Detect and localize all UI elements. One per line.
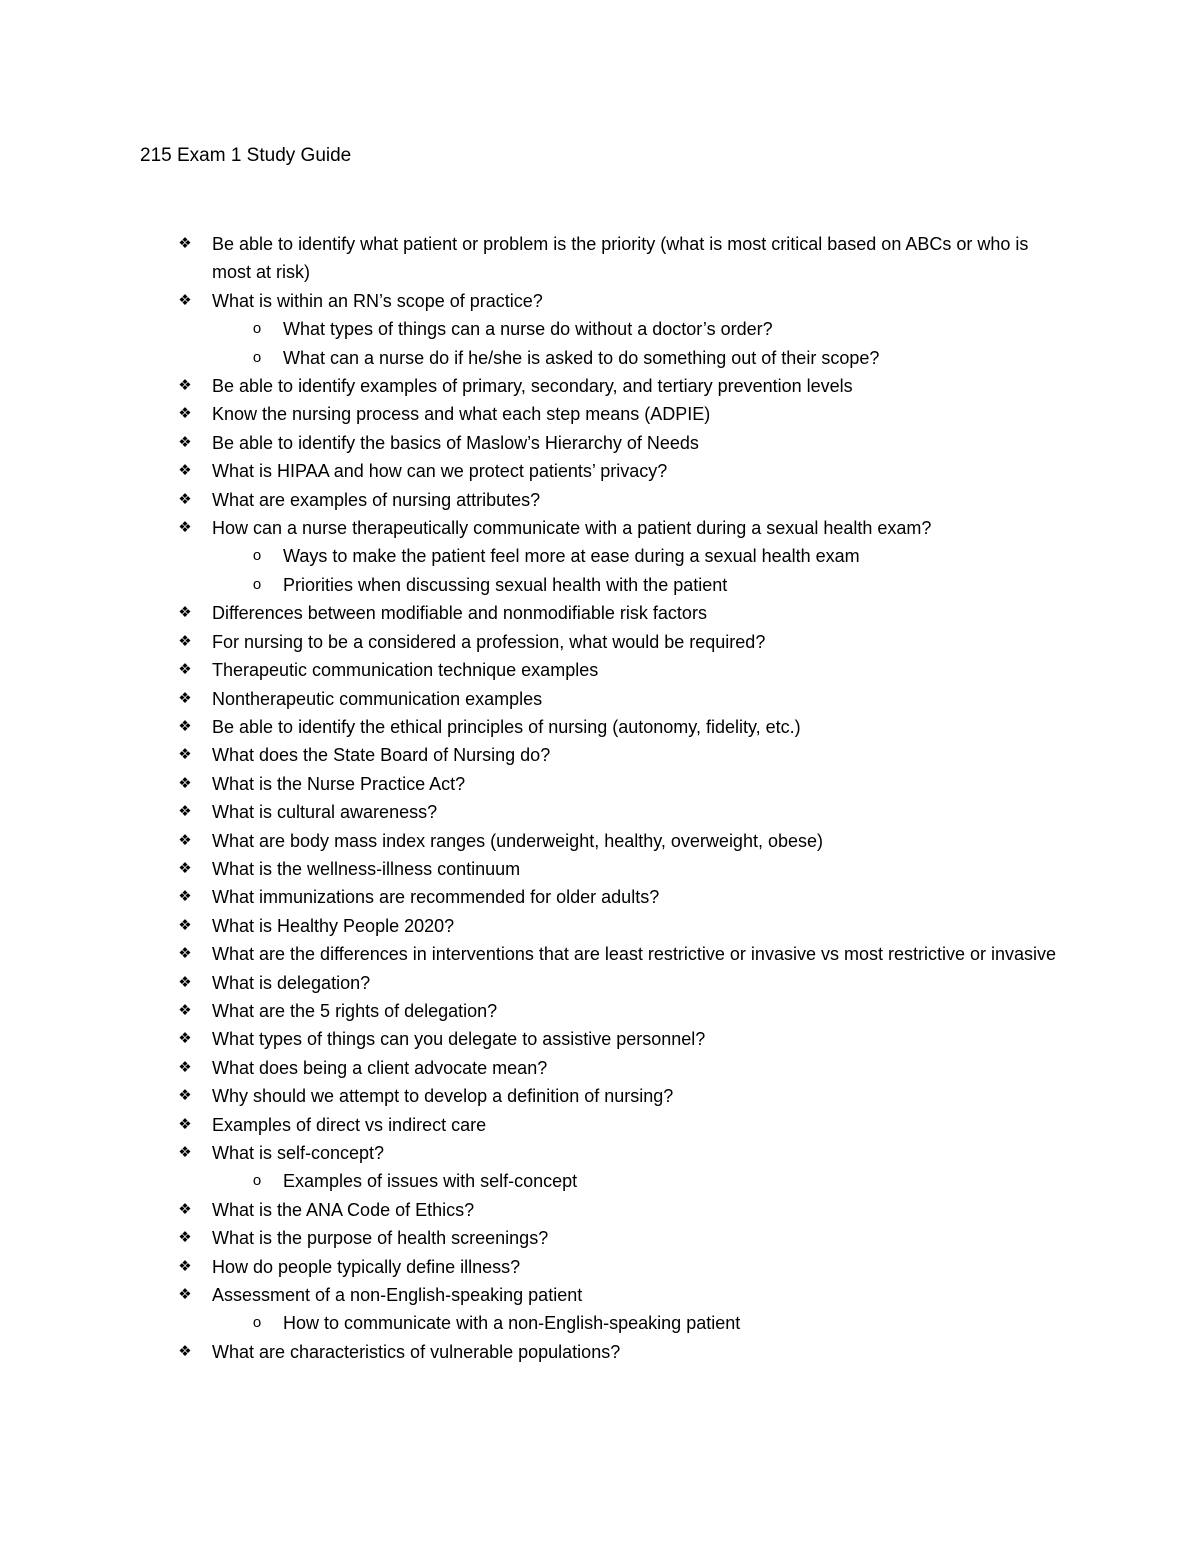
- diamond-bullet-icon: ❖: [178, 1144, 192, 1161]
- list-item-text: What does the State Board of Nursing do?: [212, 745, 551, 766]
- diamond-bullet-icon: ❖: [178, 1030, 192, 1048]
- list-item-text: How to communicate with a non-English-speaking patient: [283, 1313, 741, 1334]
- diamond-bullet-icon: ❖: [178, 632, 192, 650]
- list-item-text: What does being a client advocate mean?: [212, 1057, 548, 1078]
- diamond-bullet-icon: ❖: [178, 291, 192, 309]
- sub-bullet-icon: o: [252, 547, 262, 565]
- diamond-bullet-icon: ❖: [178, 235, 192, 252]
- list-item-text: How do people typically define illness?: [212, 1256, 521, 1277]
- diamond-bullet-icon: ❖: [178, 1286, 192, 1304]
- list-item-text: Know the nursing process and what each step means (ADPIE): [212, 404, 711, 425]
- diamond-bullet-icon: ❖: [178, 1200, 192, 1218]
- diamond-bullet-icon: ❖: [178, 519, 192, 537]
- list-item-text: Nontherapeutic communication examples: [212, 688, 543, 709]
- list-item: [0, 486, 1072, 514]
- diamond-bullet-icon: ❖: [178, 1001, 192, 1019]
- sub-list-item: [0, 542, 1083, 570]
- list-item: [0, 798, 1072, 826]
- diamond-bullet-icon: ❖: [178, 859, 192, 877]
- diamond-bullet-icon: ❖: [178, 746, 192, 764]
- list-item: [0, 713, 1072, 741]
- list-item: [0, 457, 1072, 485]
- list-item: [0, 628, 1072, 656]
- list-item-text: Be able to identify what patient or problem is the priority (what is most critical based on ABCs or who is most at risk): [212, 234, 1029, 283]
- diamond-bullet-icon: ❖: [178, 1257, 192, 1275]
- list-item-text: Why should we attempt to develop a definition of nursing?: [212, 1086, 674, 1107]
- list-item: [0, 230, 1072, 287]
- list-item: [0, 827, 1072, 855]
- sub-list-item: [0, 1309, 1083, 1337]
- page-title: 215 Exam 1 Study Guide: [140, 145, 352, 166]
- list-item-text: What are examples of nursing attributes?: [212, 489, 541, 510]
- list-item: [0, 599, 1072, 627]
- list-item-text: What are the differences in interventions that are least restrictive or invasive vs most restrictive or invasive: [212, 944, 1057, 965]
- list-item-text: What is Healthy People 2020?: [212, 915, 455, 936]
- list-item-text: What is the Nurse Practice Act?: [212, 773, 466, 794]
- sub-list-item: [0, 315, 1083, 343]
- list-item-text: What immunizations are recommended for older adults?: [212, 887, 660, 908]
- list-item-text: What types of things can you delegate to assistive personnel?: [212, 1029, 706, 1050]
- list-item: [0, 1111, 1072, 1139]
- sub-list-item: [0, 1167, 1083, 1195]
- list-item-text: How can a nurse therapeutically communicate with a patient during a sexual health exam?: [212, 518, 932, 539]
- diamond-bullet-icon: ❖: [178, 1115, 192, 1133]
- list-item-text: Differences between modifiable and nonmodifiable risk factors: [212, 603, 707, 624]
- list-item-text: What is within an RN’s scope of practice?: [212, 290, 543, 311]
- diamond-bullet-icon: ❖: [178, 717, 192, 735]
- diamond-bullet-icon: ❖: [178, 1087, 192, 1105]
- list-item: [0, 855, 1072, 883]
- list-item: [0, 1338, 1072, 1366]
- list-item: [0, 940, 1072, 968]
- diamond-bullet-icon: ❖: [178, 661, 192, 679]
- list-item-text: What is the purpose of health screenings?: [212, 1228, 549, 1249]
- list-item: [0, 372, 1072, 400]
- sub-bullet-icon: o: [252, 348, 262, 366]
- diamond-bullet-icon: ❖: [178, 973, 192, 991]
- diamond-bullet-icon: ❖: [178, 433, 192, 451]
- list-item-text: Examples of direct vs indirect care: [212, 1114, 487, 1135]
- list-item: [0, 912, 1072, 940]
- list-item-text: What are characteristics of vulnerable populations?: [212, 1341, 621, 1362]
- diamond-bullet-icon: ❖: [178, 462, 192, 480]
- diamond-bullet-icon: ❖: [178, 1229, 192, 1247]
- diamond-bullet-icon: ❖: [178, 405, 192, 423]
- list-item: [0, 741, 1072, 769]
- study-question-list: [0, 230, 1200, 1366]
- sub-bullet-icon: o: [252, 320, 262, 338]
- diamond-bullet-icon: ❖: [178, 916, 192, 934]
- diamond-bullet-icon: ❖: [178, 803, 192, 821]
- diamond-bullet-icon: ❖: [178, 490, 192, 508]
- sub-bullet-icon: o: [252, 575, 262, 593]
- list-item: [0, 770, 1072, 798]
- list-item: [0, 400, 1072, 428]
- list-item-text: What is HIPAA and how can we protect patients’ privacy?: [212, 461, 668, 482]
- list-item: [0, 1224, 1072, 1252]
- list-item-text: What is the ANA Code of Ethics?: [212, 1199, 475, 1220]
- diamond-bullet-icon: ❖: [178, 774, 192, 792]
- diamond-bullet-icon: ❖: [178, 888, 192, 906]
- diamond-bullet-icon: ❖: [178, 831, 192, 849]
- list-item-text: What is cultural awareness?: [212, 802, 438, 823]
- list-item-text: What types of things can a nurse do without a doctor’s order?: [283, 319, 773, 340]
- list-item: [0, 1281, 1072, 1309]
- list-item: [0, 883, 1072, 911]
- diamond-bullet-icon: ❖: [178, 1058, 192, 1076]
- list-item: [0, 514, 1072, 542]
- list-item-text: Ways to make the patient feel more at ease during a sexual health exam: [283, 546, 860, 567]
- list-item-text: Be able to identify the basics of Maslow’s Hierarchy of Needs: [212, 432, 699, 453]
- list-item: [0, 685, 1072, 713]
- diamond-bullet-icon: ❖: [178, 689, 192, 707]
- list-item: [0, 997, 1072, 1025]
- list-item-text: What is self-concept?: [212, 1143, 385, 1163]
- list-item-text: Be able to identify examples of primary, secondary, and tertiary prevention levels: [212, 376, 853, 397]
- list-item: [0, 1253, 1072, 1281]
- list-item: [0, 1082, 1072, 1110]
- list-item-text: What is the wellness-illness continuum: [212, 858, 521, 879]
- diamond-bullet-icon: ❖: [178, 945, 192, 963]
- list-item: [0, 1196, 1072, 1224]
- list-item: [0, 1054, 1072, 1082]
- list-item-text: What are body mass index ranges (underweight, healthy, overweight, obese): [212, 830, 823, 851]
- diamond-bullet-icon: ❖: [178, 377, 192, 395]
- diamond-bullet-icon: ❖: [178, 604, 192, 622]
- sub-bullet-icon: o: [252, 1314, 262, 1332]
- list-item: [0, 969, 1072, 997]
- list-item: [0, 1025, 1072, 1053]
- list-item: [0, 287, 1072, 315]
- sub-bullet-icon: o: [252, 1172, 262, 1190]
- sub-list-item: [0, 571, 1083, 599]
- list-item-text: What can a nurse do if he/she is asked to do something out of their scope?: [283, 347, 880, 368]
- list-item: [0, 1139, 1072, 1167]
- list-item-text: Be able to identify the ethical principles of nursing (autonomy, fidelity, etc.): [212, 716, 801, 737]
- list-item-text: Examples of issues with self-concept: [283, 1171, 578, 1192]
- list-item-text: Priorities when discussing sexual health with the patient: [283, 574, 728, 595]
- list-item: [0, 656, 1072, 684]
- list-item: [0, 429, 1072, 457]
- diamond-bullet-icon: ❖: [178, 1342, 192, 1360]
- list-item-text: What is delegation?: [212, 972, 371, 993]
- list-item-text: What are the 5 rights of delegation?: [212, 1000, 498, 1021]
- sub-list-item: [0, 344, 1083, 372]
- list-item-text: Therapeutic communication technique examples: [212, 660, 599, 681]
- list-item-text: For nursing to be a considered a profession, what would be required?: [212, 631, 766, 652]
- list-item-text: Assessment of a non-English-speaking patient: [212, 1285, 583, 1306]
